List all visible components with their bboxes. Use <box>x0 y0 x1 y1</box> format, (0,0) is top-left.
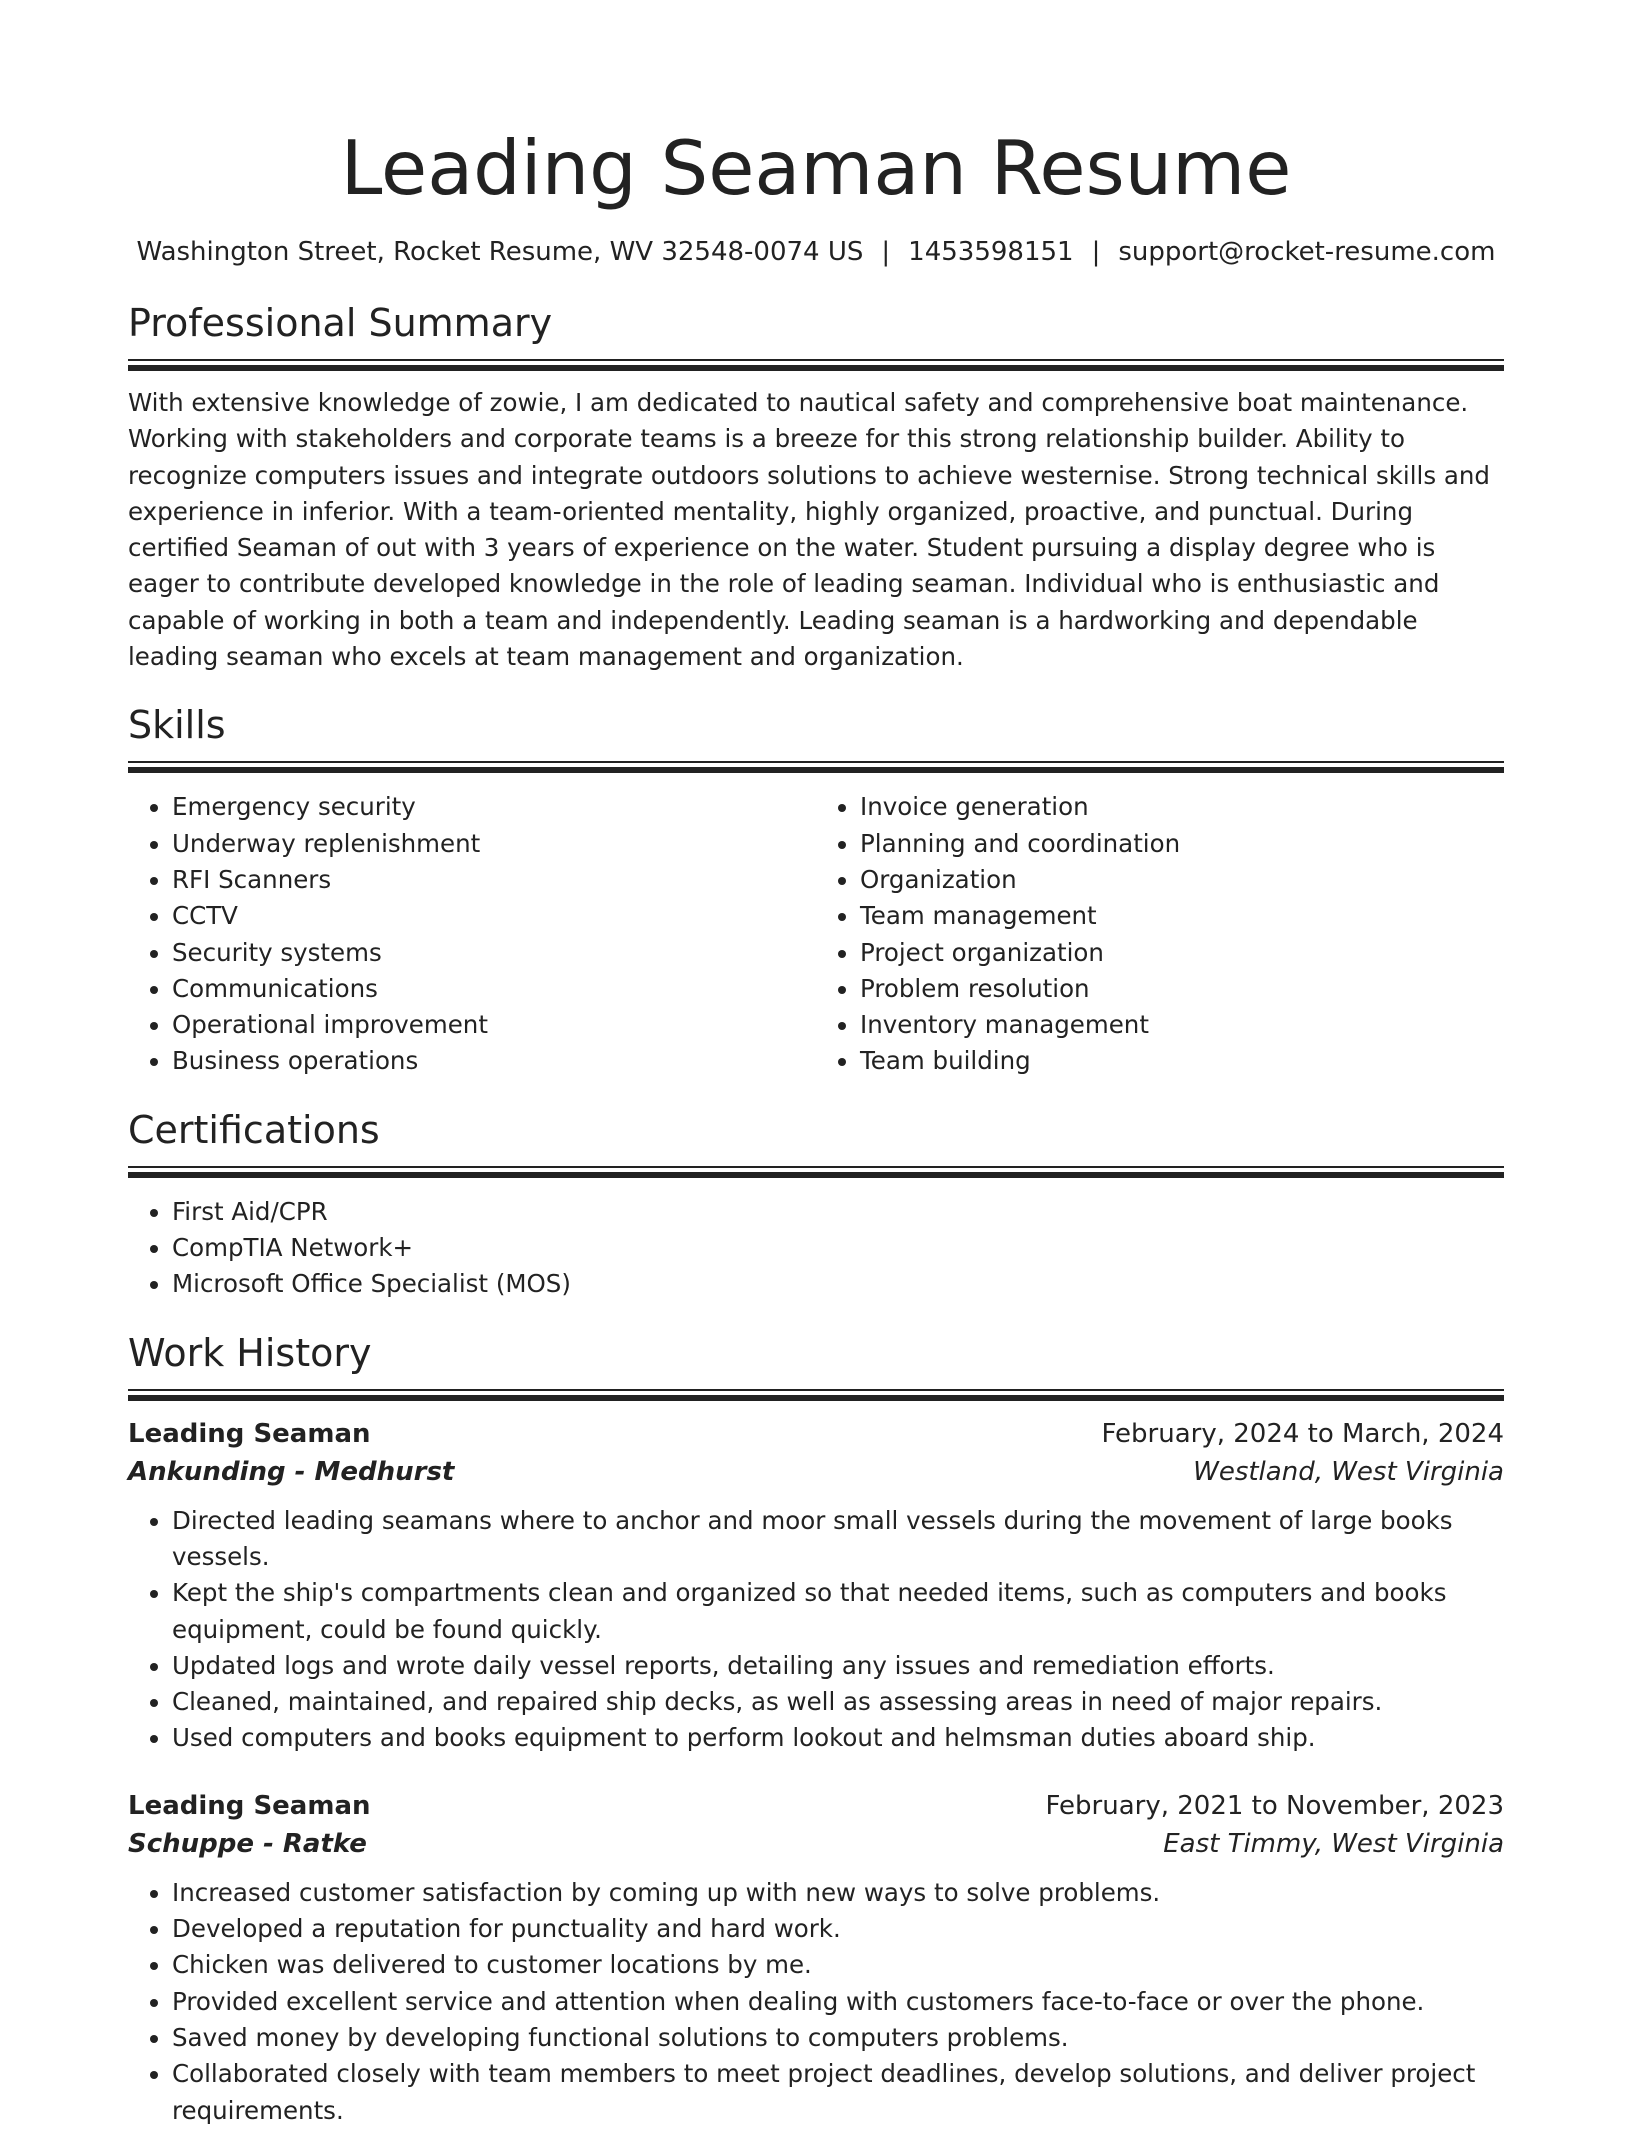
skill-item: • RFI Scanners <box>172 862 816 898</box>
job-dates: February, 2021 to November, 2023 <box>1045 1790 1504 1821</box>
job-bullets <box>128 1875 1504 2129</box>
job-dates: February, 2024 to March, 2024 <box>1101 1418 1504 1449</box>
skill-item: • Security systems <box>172 935 816 971</box>
contact-phone: 1453598151 <box>908 237 1074 267</box>
certifications-list <box>128 1194 1504 1303</box>
skill-item: • Organization <box>860 862 1504 898</box>
job-bullet: • Saved money by developing functional solutions to computers problems. <box>172 2020 1504 2056</box>
summary-text: With extensive knowledge of zowie, I am dedicated to nautical safety and comprehensive boat maintenance. Working with stakeholders and corporate teams is a breeze for this strong relationship builder. Ability to recognize computers issues and integrate outdoors solutions to achieve westernise. Strong technical skills and experience in inferior. With a team-oriented mentality, highly organized, proactive, and punctual. During certified Seaman of out with 3 years of experience on the water. Student pursuing a display degree who is eager to contribute developed knowledge in the role of leading seaman. Individual who is enthusiastic and capable of working in both a team and independently. Leading seaman is a hardworking and dependable leading seaman who excels at team management and organization. <box>128 388 1490 672</box>
resume-page <box>128 118 1504 2129</box>
contact-address: Washington Street, Rocket Resume, WV 32548-0074 US <box>136 237 864 267</box>
job-bullet: • Collaborated closely with team members to meet project deadlines, develop solutions, and deliver project requirements. <box>172 2056 1504 2129</box>
skill-item: • Business operations <box>172 1043 816 1079</box>
contact-separator: | <box>881 237 891 267</box>
job-bullet: • Kept the ship's compartments clean and organized so that needed items, such as computers and books equipment, could be found quickly. <box>172 1575 1504 1648</box>
job-bullet: • Cleaned, maintained, and repaired ship decks, as well as assessing areas in need of major repairs. <box>172 1684 1504 1720</box>
skill-item: • Invoice generation <box>860 789 1504 825</box>
job-company: Ankunding - Medhurst <box>128 1456 455 1487</box>
contact-separator: | <box>1091 237 1101 267</box>
job-bullet: • Chicken was delivered to customer locations by me. <box>172 1947 1504 1983</box>
skill-item: • Inventory management <box>860 1007 1504 1043</box>
job-bullet: • Increased customer satisfaction by coming up with new ways to solve problems. <box>172 1875 1504 1911</box>
section-title-work-history: Work History <box>128 1330 372 1375</box>
resume-name: Leading Seaman Resume <box>340 124 1292 212</box>
skills-list-right <box>816 789 1504 1079</box>
section-divider <box>128 1166 1504 1180</box>
skill-item: • Operational improvement <box>172 1007 816 1043</box>
skills-section <box>128 701 1504 1079</box>
skill-item: • Communications <box>172 971 816 1007</box>
section-divider <box>128 1389 1504 1403</box>
skill-item: • Planning and coordination <box>860 826 1504 862</box>
section-divider <box>128 761 1504 775</box>
certification-item: • CompTIA Network+ <box>172 1230 1504 1266</box>
skill-item: • Underway replenishment <box>172 826 816 862</box>
job-title: Leading Seaman <box>128 1418 371 1449</box>
skills-list-left <box>128 789 816 1079</box>
job-entry <box>128 1415 1504 1757</box>
skill-item: • Project organization <box>860 935 1504 971</box>
skill-item: • Emergency security <box>172 789 816 825</box>
job-subheader <box>128 1825 1504 1863</box>
job-bullets <box>128 1503 1504 1757</box>
section-title-summary: Professional Summary <box>128 301 553 345</box>
certification-item: • First Aid/CPR <box>172 1194 1504 1230</box>
job-bullet: • Used computers and books equipment to perform lookout and helmsman duties aboard ship. <box>172 1720 1504 1756</box>
job-header <box>128 1415 1504 1453</box>
job-title: Leading Seaman <box>128 1790 371 1821</box>
skill-item: • Team management <box>860 898 1504 934</box>
section-title-certifications: Certifications <box>128 1107 380 1152</box>
skill-item: • Team building <box>860 1043 1504 1079</box>
certifications-section <box>128 1106 1504 1303</box>
certification-item: • Microsoft Office Specialist (MOS) <box>172 1266 1504 1302</box>
skill-item: • CCTV <box>172 898 816 934</box>
skill-item: • Problem resolution <box>860 971 1504 1007</box>
work-history-section <box>128 1329 1504 2129</box>
section-divider <box>128 359 1504 373</box>
job-bullet: • Developed a reputation for punctuality and hard work. <box>172 1911 1504 1947</box>
skills-columns <box>128 789 1504 1079</box>
job-bullet: • Updated logs and wrote daily vessel reports, detailing any issues and remediation efforts. <box>172 1648 1504 1684</box>
contact-line <box>128 234 1504 270</box>
job-subheader <box>128 1453 1504 1491</box>
job-entry <box>128 1787 1504 2129</box>
section-title-skills: Skills <box>128 703 226 748</box>
job-location: Westland, West Virginia <box>1193 1456 1504 1487</box>
job-header <box>128 1787 1504 1825</box>
job-location: East Timmy, West Virginia <box>1163 1828 1504 1859</box>
job-bullet: • Directed leading seamans where to anchor and moor small vessels during the movement of large books vessels. <box>172 1503 1504 1576</box>
contact-email: support@rocket-resume.com <box>1118 237 1496 267</box>
job-bullet: • Provided excellent service and attention when dealing with customers face-to-face or over the phone. <box>172 1984 1504 2020</box>
job-company: Schuppe - Ratke <box>128 1828 367 1859</box>
summary-section <box>128 299 1504 675</box>
